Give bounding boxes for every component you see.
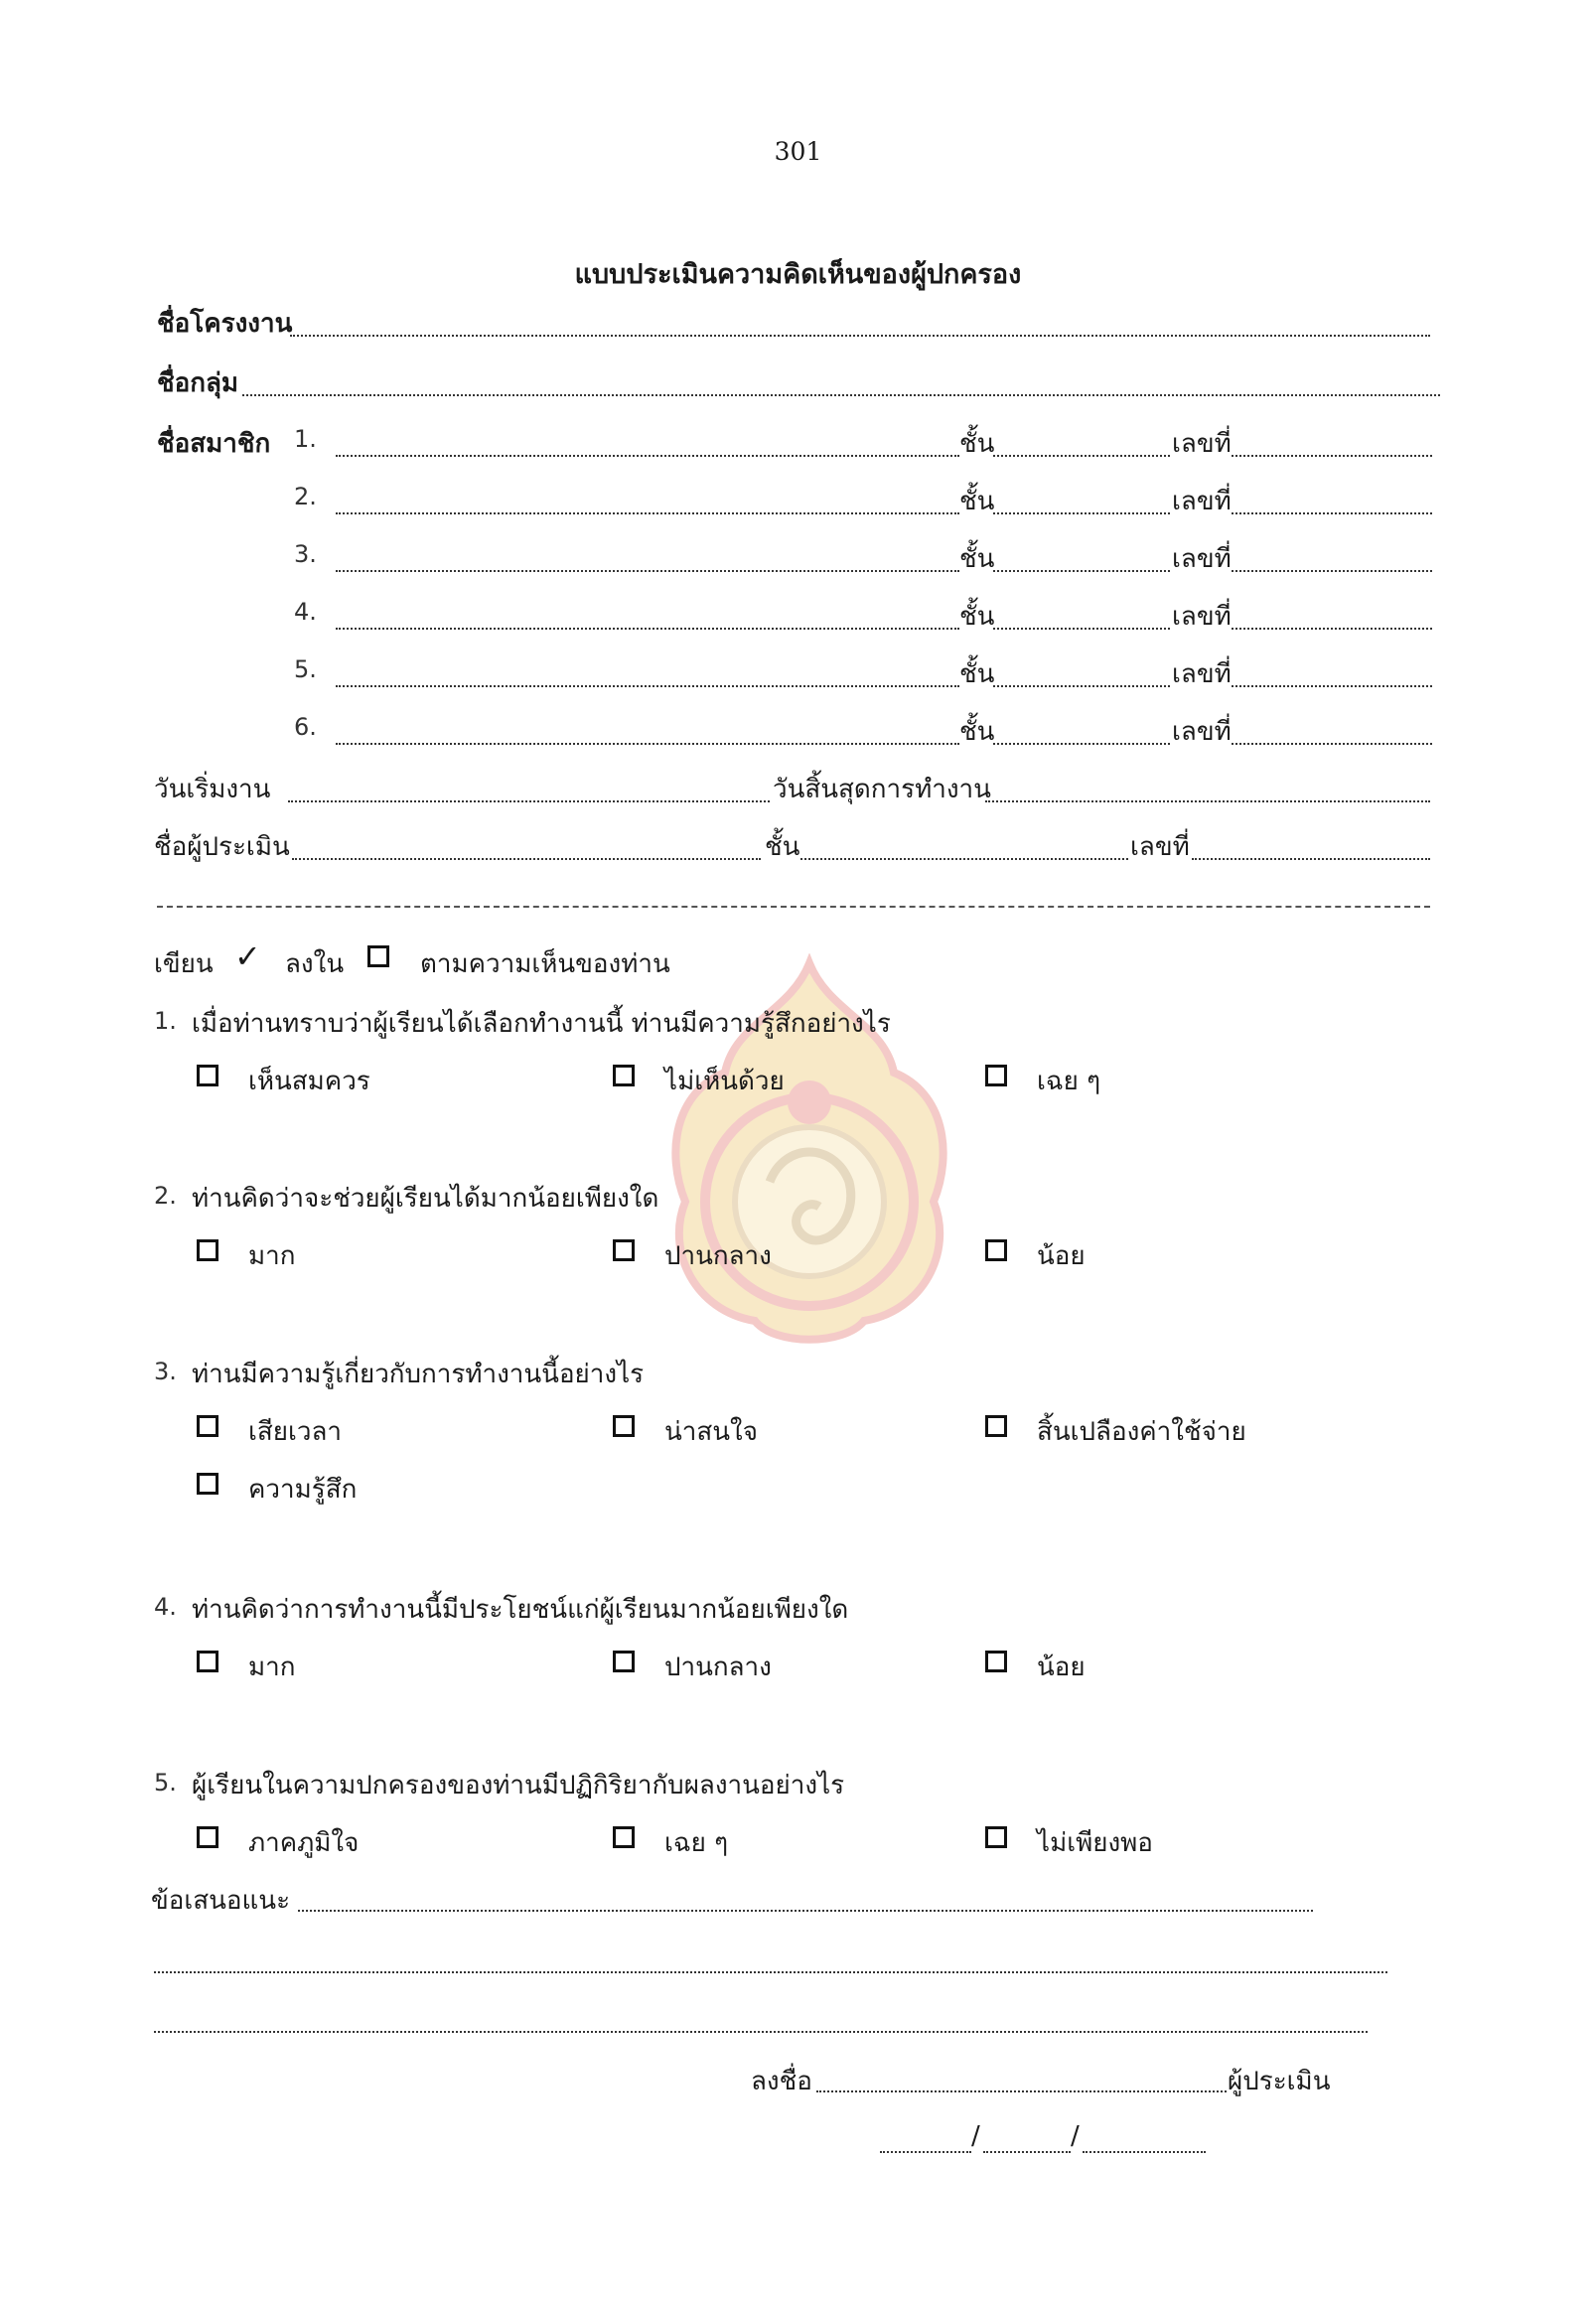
section-divider [157, 906, 1430, 908]
instruction-according: ตามความเห็นของท่าน [420, 949, 670, 979]
form-title: แบบประเมินความคิดเห็นของผู้ปกครอง [574, 259, 1022, 290]
evaluator-role-label: ผู้ประเมิน [1228, 2067, 1331, 2096]
option-checkbox[interactable] [197, 1651, 218, 1672]
member-number: 6. [294, 713, 317, 741]
member-name-line[interactable] [336, 512, 959, 514]
option-label: ความรู้สึก [248, 1475, 358, 1505]
option-label: เฉย ๆ [664, 1828, 729, 1858]
evaluator-name-line[interactable] [292, 858, 761, 860]
option-checkbox[interactable] [613, 1239, 635, 1261]
member-no-label: เลขที่ [1172, 659, 1232, 689]
option-checkbox[interactable] [613, 1415, 635, 1437]
suggestion-line-2[interactable] [154, 1971, 1387, 1973]
member-name-line[interactable] [336, 455, 959, 457]
question-number: 4. [154, 1593, 177, 1621]
group-name-line[interactable] [242, 394, 1440, 396]
option-checkbox[interactable] [613, 1651, 635, 1672]
member-number: 2. [294, 483, 317, 510]
option-label: น่าสนใจ [664, 1417, 758, 1447]
evaluator-class-label: ชั้น [765, 832, 800, 862]
option-checkbox[interactable] [985, 1239, 1007, 1261]
member-no-line[interactable] [1232, 685, 1432, 687]
option-label: ปานกลาง [664, 1241, 772, 1271]
member-class-line[interactable] [993, 685, 1170, 687]
evaluator-class-line[interactable] [800, 858, 1128, 860]
option-label: น้อย [1037, 1241, 1086, 1271]
member-name-line[interactable] [336, 570, 959, 572]
option-label: เสียเวลา [248, 1417, 343, 1447]
suggestion-line-3[interactable] [154, 2031, 1368, 2033]
option-label: ไม่เห็นด้วย [664, 1067, 785, 1096]
signature-label: ลงชื่อ [751, 2067, 812, 2096]
option-checkbox[interactable] [985, 1651, 1007, 1672]
member-class-label: ชั้น [959, 429, 995, 459]
option-checkbox[interactable] [985, 1415, 1007, 1437]
member-class-label: ชั้น [959, 717, 995, 747]
option-label: มาก [248, 1241, 296, 1271]
question-number: 2. [154, 1182, 177, 1210]
option-checkbox[interactable] [197, 1826, 218, 1848]
signature-line[interactable] [816, 2090, 1227, 2092]
member-number: 5. [294, 655, 317, 683]
member-no-line[interactable] [1232, 455, 1432, 457]
option-label: สิ้นเปลืองค่าใช้จ่าย [1037, 1417, 1246, 1447]
end-date-label: วันสิ้นสุดการทำงาน [773, 775, 991, 804]
question-number: 5. [154, 1769, 177, 1797]
member-class-line[interactable] [993, 743, 1170, 745]
member-no-label: เลขที่ [1172, 544, 1232, 574]
evaluator-no-label: เลขที่ [1130, 832, 1190, 862]
date-separator-2: / [1071, 2121, 1080, 2151]
date-year-line[interactable] [1083, 2151, 1206, 2153]
option-label: ไม่เพียงพอ [1037, 1828, 1153, 1858]
question-text: ท่านคิดว่าจะช่วยผู้เรียนได้มากน้อยเพียงใด [192, 1184, 659, 1214]
member-no-label: เลขที่ [1172, 602, 1232, 632]
member-no-line[interactable] [1232, 743, 1432, 745]
member-no-line[interactable] [1232, 628, 1432, 630]
evaluator-name-label: ชื่อผู้ประเมิน [154, 832, 290, 862]
question-text: ท่านมีความรู้เกี่ยวกับการทำงานนี้อย่างไร [192, 1360, 645, 1389]
date-separator-1: / [971, 2121, 980, 2151]
option-label: เห็นสมควร [248, 1067, 370, 1096]
option-checkbox[interactable] [985, 1826, 1007, 1848]
member-number: 3. [294, 540, 317, 568]
checkbox-sample-icon [367, 945, 389, 967]
member-name-line[interactable] [336, 685, 959, 687]
check-mark-icon: ✓ [234, 937, 261, 975]
member-class-line[interactable] [993, 512, 1170, 514]
member-number: 4. [294, 598, 317, 626]
member-no-label: เลขที่ [1172, 717, 1232, 747]
option-checkbox[interactable] [197, 1239, 218, 1261]
question-number: 3. [154, 1358, 177, 1385]
member-no-label: เลขที่ [1172, 429, 1232, 459]
option-checkbox[interactable] [613, 1065, 635, 1086]
start-date-line[interactable] [288, 800, 770, 802]
group-name-label: ชื่อกลุ่ม [157, 368, 239, 398]
end-date-line[interactable] [985, 800, 1430, 802]
option-label: ปานกลาง [664, 1653, 772, 1682]
instruction-into: ลงใน [285, 949, 345, 979]
question-text: ท่านคิดว่าการทำงานนี้มีประโยชน์แก่ผู้เรียนมากน้อยเพียงใด [192, 1595, 849, 1625]
option-checkbox[interactable] [197, 1065, 218, 1086]
member-name-line[interactable] [336, 743, 959, 745]
option-label: เฉย ๆ [1037, 1067, 1101, 1096]
question-number: 1. [154, 1007, 177, 1035]
member-number: 1. [294, 425, 317, 453]
members-label: ชื่อสมาชิก [157, 429, 271, 459]
start-date-label: วันเริ่มงาน [154, 775, 271, 804]
suggestion-label: ข้อเสนอแนะ [151, 1886, 291, 1916]
question-text: ผู้เรียนในความปกครองของท่านมีปฏิกิริยากับผลงานอย่างไร [192, 1771, 845, 1800]
suggestion-line-1[interactable] [298, 1910, 1313, 1912]
member-class-label: ชั้น [959, 544, 995, 574]
question-text: เมื่อท่านทราบว่าผู้เรียนได้เลือกทำงานนี้ ท่านมีความรู้สึกอย่างไร [192, 1009, 891, 1039]
member-no-line[interactable] [1232, 570, 1432, 572]
option-checkbox[interactable] [613, 1826, 635, 1848]
project-name-line[interactable] [290, 335, 1430, 337]
option-label: น้อย [1037, 1653, 1086, 1682]
member-class-line[interactable] [993, 570, 1170, 572]
evaluator-no-line[interactable] [1192, 858, 1430, 860]
member-class-label: ชั้น [959, 602, 995, 632]
member-no-line[interactable] [1232, 512, 1432, 514]
member-class-line[interactable] [993, 628, 1170, 630]
member-class-label: ชั้น [959, 487, 995, 516]
option-label: ภาคภูมิใจ [248, 1828, 360, 1858]
option-checkbox[interactable] [985, 1065, 1007, 1086]
option-checkbox[interactable] [197, 1473, 218, 1495]
instruction-write: เขียน [154, 949, 214, 979]
page-number: 301 [774, 137, 822, 166]
date-month-line[interactable] [983, 2151, 1071, 2153]
option-label: มาก [248, 1653, 296, 1682]
member-no-label: เลขที่ [1172, 487, 1232, 516]
member-name-line[interactable] [336, 628, 959, 630]
member-class-line[interactable] [993, 455, 1170, 457]
date-day-line[interactable] [880, 2151, 971, 2153]
option-checkbox[interactable] [197, 1415, 218, 1437]
member-class-label: ชั้น [959, 659, 995, 689]
project-name-label: ชื่อโครงงาน [157, 309, 293, 339]
